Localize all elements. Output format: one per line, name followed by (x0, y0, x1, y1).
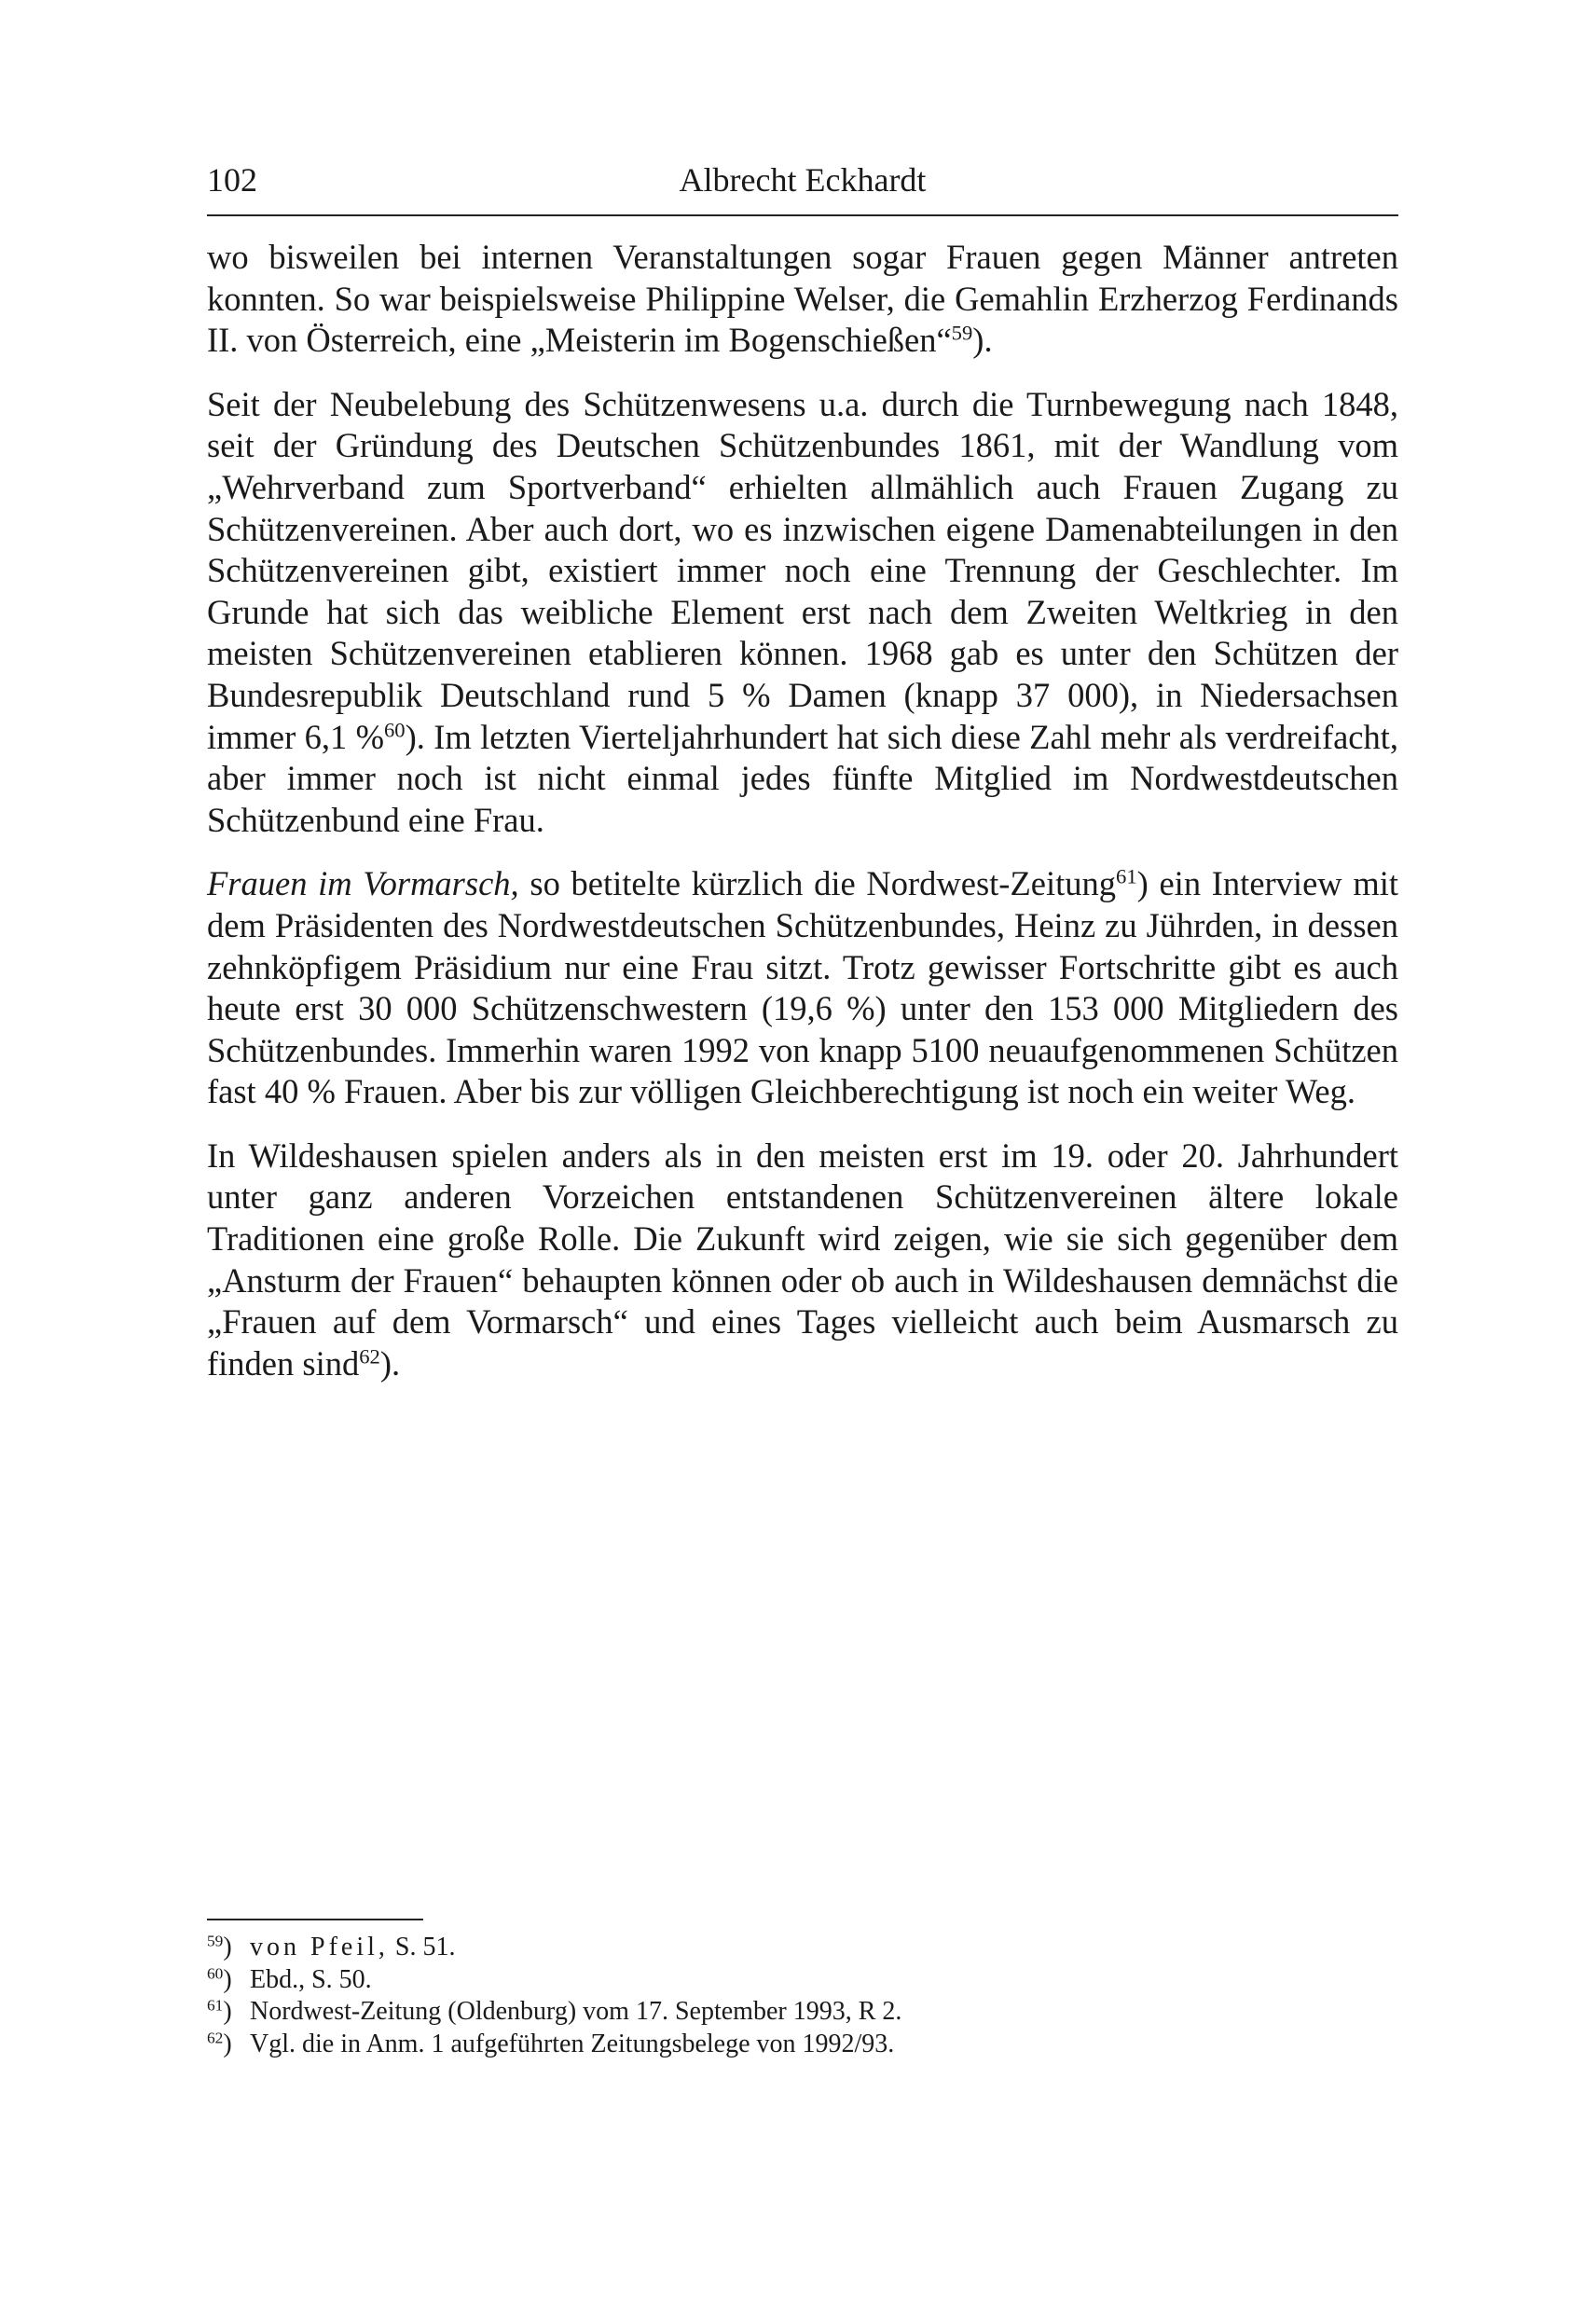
footnote-text: Nordwest-Zeitung (Oldenburg) vom 17. September 1993, R 2. (250, 1997, 902, 2026)
footnotes (207, 1932, 1398, 2060)
running-head (207, 157, 1398, 203)
paragraph-text: In Wildeshausen spielen anders als in den meisten erst im 19. oder 20. Jahrhundert unter ganz anderen Vorzeichen entstandenen Schützenvereinen ältere lokale Traditionen eine große Rolle. Die Zukunft wird zeigen, wie sie sich gegenüber dem „Ansturm der Frauen“ behaupten können oder ob auch in Wildeshausen demnächst die „Frauen auf dem Vormarsch“ und eines Tages vielleicht auch beim Ausmarsch zu finden sind (207, 1135, 1398, 1383)
footnote-number: 59 (207, 1932, 224, 1950)
footnote-62 (207, 2029, 1398, 2061)
footnote-60 (207, 1964, 1398, 1997)
running-head-author: Albrecht Eckhardt (679, 161, 927, 199)
italic-title: Frauen im Vormarsch, (207, 864, 519, 903)
footnote-author: von Pfeil, (250, 1933, 389, 1961)
body-text (207, 237, 1398, 1407)
paragraph-text: so betitelte kürzlich die Nordwest-Zeitung (518, 864, 1116, 903)
footnote-text: Vgl. die in Anm. 1 aufgeführten Zeitungsbelege von 1992/93. (250, 2029, 895, 2058)
paragraph-text: Seit der Neubelebung des Schützenwesens u.a. durch die Turnbewegung nach 1848, seit der Gründung des Deutschen Schützenbundes 1861, mit der Wandlung vom „Wehrverband zum Sportverband“ erhielten allmählich auch Frauen Zugang zu Schützenvereinen. Aber auch dort, wo es inzwischen eigene Damenabteilungen in den Schützenvereinen gibt, existiert immer noch eine Trennung der Geschlechter. Im Grunde hat sich das weibliche Element erst nach dem Zweiten Weltkrieg in den meisten Schützenvereinen etablieren können. 1968 gab es unter den Schützen der Bundesrepublik Deutschland rund 5 % Damen (knapp 37 000), in Niedersachsen immer 6,1 % (207, 384, 1398, 756)
footnote-text: S. 51. (388, 1933, 456, 1961)
footnote-paren: ) (223, 1997, 232, 2026)
paragraph-text: ) ein Interview mit dem Präsidenten des Nordwestdeutschen Schützenbundes, Heinz zu Jührden, in dessen zehnköpfigem Präsidium nur eine Frau sitzt. Trotz gewisser Fortschritte gibt es auch heute erst 30 000 Schützenschwestern (19,6 %) unter den 153 000 Mitgliedern des Schützenbundes. Immerhin waren 1992 von knapp 5100 neuaufgenommenen Schützen fast 40 % Frauen. Aber bis zur völligen Gleichberechtigung ist noch ein weiter Weg. (207, 864, 1399, 1111)
header-rule (207, 214, 1398, 216)
footnote-59 (207, 1932, 1398, 1964)
document-page (207, 0, 1398, 2312)
paragraph-2 (207, 384, 1398, 842)
footnote-paren: ) (223, 1964, 232, 1994)
footnote-number: 62 (207, 2028, 224, 2046)
footnote-text: Ebd., S. 50. (250, 1964, 372, 1994)
paragraph-text: ). (972, 321, 993, 360)
footnote-reference: 60 (383, 718, 406, 742)
footnote-reference: 59 (951, 321, 973, 345)
footnote-paren: ) (223, 2029, 232, 2058)
footnote-paren: ) (223, 1933, 232, 1961)
footnote-marker (207, 2029, 250, 2061)
footnote-61 (207, 1996, 1398, 2029)
paragraph-text: ). (379, 1343, 401, 1383)
paragraph-4 (207, 1135, 1398, 1385)
footnote-number: 60 (207, 1963, 224, 1982)
footnote-reference: 61 (1116, 864, 1137, 888)
footnote-marker (207, 1996, 250, 2029)
page-number: 102 (207, 161, 257, 199)
footnote-rule (207, 1919, 423, 1920)
footnote-marker (207, 1932, 250, 1964)
footnote-reference: 62 (359, 1344, 380, 1369)
footnote-marker (207, 1964, 250, 1997)
paragraph-3 (207, 863, 1398, 1113)
footnote-number: 61 (207, 1996, 224, 2015)
paragraph-1 (207, 237, 1398, 362)
paragraph-text: ). Im letzten Vierteljahrhundert hat sich diese Zahl mehr als verdreifacht, aber immer noch ist nicht einmal jedes fünfte Mitglied im Nordwestdeutschen Schützenbund eine Frau. (207, 717, 1399, 839)
paragraph-text: wo bisweilen bei internen Veranstaltungen sogar Frauen gegen Männer antreten konnten. So war beispielsweise Philippine Welser, die Gemahlin Erzherzog Ferdinands II. von Österreich, eine „Meisterin im Bogenschießen“ (207, 238, 1398, 360)
